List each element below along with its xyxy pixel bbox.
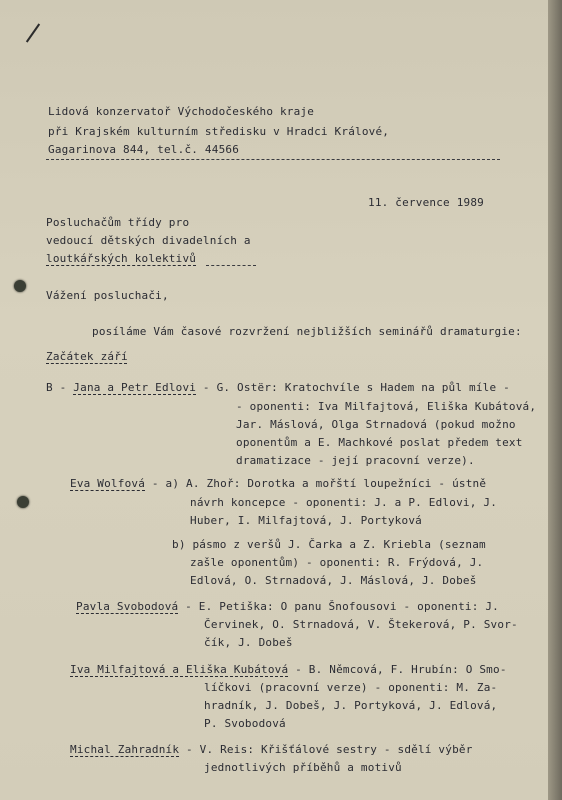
entry-5-name: Michal Zahradník (70, 743, 180, 756)
entry-4-name: Iva Milfajtová a Eliška Kubátová (70, 663, 289, 676)
intro-text: posíláme Vám časové rozvržení nejbližších seminářů dramaturgie: (92, 325, 522, 338)
punch-hole (14, 280, 26, 292)
punch-hole (17, 496, 29, 508)
entry-2-line-3: Huber, I. Milfajtová, J. Portyková (190, 514, 422, 527)
entry-1-line-5: dramatizace - její pracovní verze). (236, 454, 475, 467)
entry-2-name: Eva Wolfová (70, 477, 146, 490)
salutation: Vážení posluchači, (46, 289, 169, 302)
header-divider (46, 159, 500, 160)
entry-2-line-6: Edlová, O. Strnadová, J. Máslová, J. Dobeš (190, 574, 477, 587)
entry-3-name: Pavla Svobodová (76, 600, 179, 613)
recipient-underline (206, 265, 256, 266)
entry-2-line-2: návrh koncepce - oponenti: J. a P. Edlovi, J. (190, 496, 498, 509)
recipient-line-3: loutkářských kolektivů (46, 252, 197, 265)
entry-4-line-4: P. Svobodová (204, 717, 286, 730)
entry-4-line-1: Iva Milfajtová a Eliška Kubátová - B. Němcová, F. Hrubín: O Smo- (70, 663, 507, 676)
entry-3-line-1: Pavla Svobodová - E. Petiška: O panu Šnofousovi - oponenti: J. (76, 600, 500, 613)
entry-3-line-2: Červinek, O. Strnadová, V. Štekerová, P. Svor- (204, 618, 518, 631)
section-heading: Začátek září (46, 350, 128, 363)
entry-4-line-2: líčkovi (pracovní verze) - oponenti: M. Za- (204, 681, 498, 694)
entry-3-line-3: čík, J. Dobeš (204, 636, 293, 649)
header-line-2: při Krajském kulturním středisku v Hradci Králové, (48, 125, 390, 138)
entry-1-line-2: - oponenti: Iva Milfajtová, Eliška Kubátová, (236, 400, 537, 413)
header-line-3: Gagarinova 844, tel.č. 44566 (48, 143, 240, 156)
entry-5-line-1: Michal Zahradník - V. Reis: Křišťálové sestry - sdělí výběr (70, 743, 473, 756)
entry-1-name: Jana a Petr Edlovi (73, 381, 197, 394)
entry-1-line-3: Jar. Máslová, Olga Strnadová (pokud možno (236, 418, 516, 431)
recipient-line-2: vedoucí dětských divadelních a (46, 234, 251, 247)
pen-mark (26, 23, 40, 42)
entry-2-line-5: zašle oponentům) - oponenti: R. Frýdová, J. (190, 556, 484, 569)
entry-2-line-1: Eva Wolfová - a) A. Zhoř: Dorotka a mořští loupežníci - ústně (70, 477, 487, 490)
entry-1-line-1: B - Jana a Petr Edlovi - G. Ostër: Kratochvíle s Hadem na půl míle - (46, 381, 510, 394)
entry-4-line-3: hradník, J. Dobeš, J. Portyková, J. Edlová, (204, 699, 498, 712)
recipient-line-1: Posluchačům třídy pro (46, 216, 190, 229)
header-line-1: Lidová konzervatoř Východočeského kraje (48, 105, 315, 118)
entry-5-line-2: jednotlivých příběhů a motivů (204, 761, 402, 774)
entry-1-line-4: oponentům a E. Machkové poslat předem text (236, 436, 523, 449)
entry-2-line-4: b) pásmo z veršů J. Čarka a Z. Kriebla (seznam (172, 538, 486, 551)
binder-edge (548, 0, 562, 800)
letter-date: 11. července 1989 (368, 196, 484, 209)
